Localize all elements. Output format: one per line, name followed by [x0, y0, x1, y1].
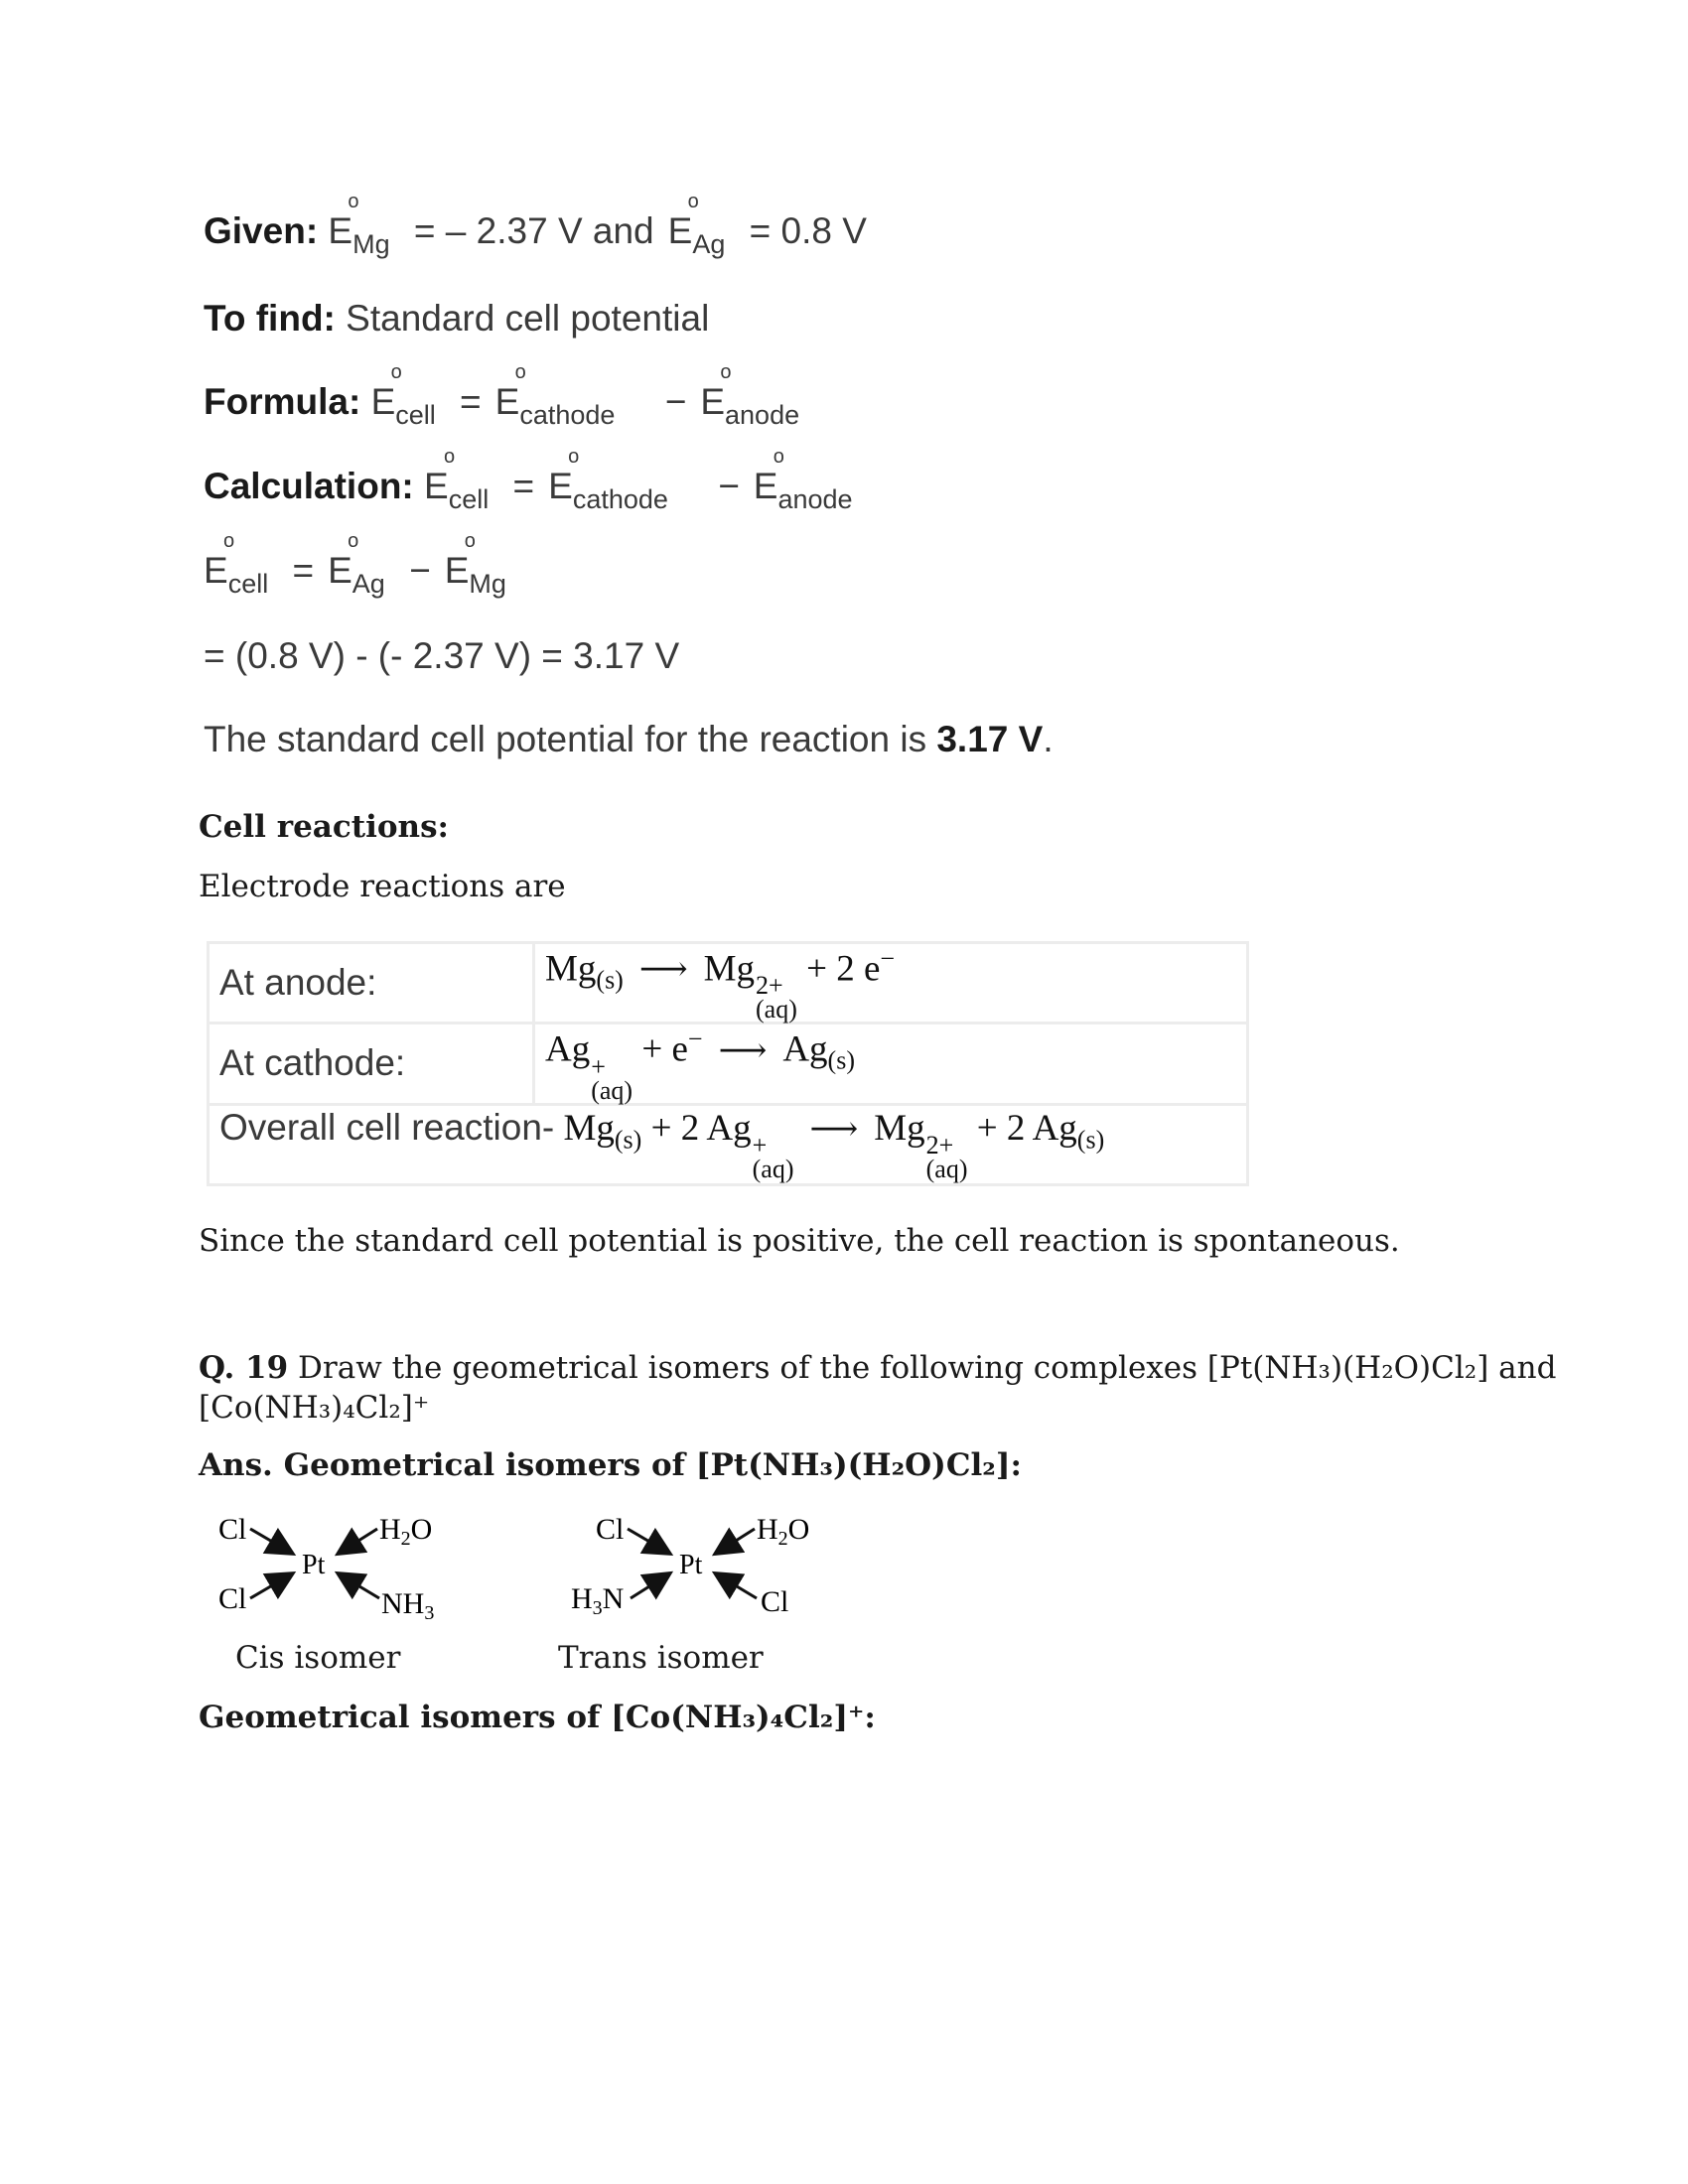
to-find-line	[204, 298, 709, 340]
result-line: = (0.8 V) - (- 2.37 V) = 3.17 V	[204, 635, 680, 676]
question-number: Q. 19	[199, 1350, 289, 1386]
given-ag-value: = 0.8 V	[749, 210, 867, 251]
answer-heading: Ans. Geometrical isomers of [Pt(NH₃)(H₂O)Cl₂]:	[199, 1447, 1022, 1483]
trans-isomer-structure	[571, 1513, 809, 1619]
given-label: Given:	[204, 210, 319, 251]
anode-label: At anode:	[209, 943, 534, 1024]
cathode-label: At cathode:	[209, 1024, 534, 1104]
e-mg: E o $_{Mg}$	[328, 191, 390, 259]
svg-text:H2O: $H_2O$	[379, 1513, 433, 1550]
spontaneous-text: Since the standard cell potential is positive, the cell reaction is spontaneous.	[199, 1223, 1400, 1259]
e-ag: E o $_{Ag}$	[667, 191, 726, 259]
anode-equation: $Mg_{(s)}$ ⟶ Mg 2+ (aq) + 2 e−	[534, 943, 1248, 1024]
svg-text:Pt: Pt	[302, 1550, 326, 1580]
reactions-table	[207, 941, 1249, 1186]
question-19-cont: [Co(NH₃)₄Cl₂]⁺	[199, 1390, 430, 1426]
to-find-text: Standard cell potential	[346, 298, 710, 339]
isomer-structures	[209, 1509, 854, 1628]
svg-text:H2O: $H_2O$	[757, 1513, 810, 1550]
formula-line: Formula: E o $_{cell}$ = E o $_{cathode}$ − E o $_{anode}$	[204, 361, 800, 430]
table-row	[209, 1024, 1248, 1104]
calculation-line: Calculation: E o $_{cell}$ = E o $_{cathode}$ − E o $_{anode}$	[204, 446, 853, 514]
given-mg-value: = – 2.37 V and	[413, 210, 654, 251]
table-row	[209, 943, 1248, 1024]
svg-text:NH3: $NH_3$	[381, 1587, 435, 1624]
overall-reaction: Overall cell reaction- $Mg_{(s)} + 2$ Ag + (aq) ⟶ Mg 2+ (aq) + 2 $Ag_{(s)}$	[209, 1104, 1248, 1184]
cell-reactions-heading: Cell reactions:	[199, 809, 449, 845]
formula-label: Formula:	[204, 381, 361, 422]
svg-text:Cl: Cl	[596, 1513, 625, 1546]
svg-text:Cl: Cl	[761, 1585, 789, 1618]
overall-label: Overall cell reaction-	[219, 1107, 555, 1149]
question-19	[199, 1350, 1556, 1386]
calculation-label: Calculation:	[204, 466, 414, 506]
table-row	[209, 1104, 1248, 1184]
conclusion-line: The standard cell potential for the reaction is 3.17 V.	[204, 719, 1054, 759]
electrode-intro: Electrode reactions are	[199, 869, 566, 904]
svg-text:Pt: Pt	[679, 1550, 703, 1580]
svg-text:Cl: Cl	[218, 1582, 247, 1615]
given-line	[204, 191, 881, 260]
cis-isomer-structure	[218, 1513, 434, 1624]
svg-text:H3N: $H_3N$	[571, 1582, 625, 1619]
result-value: 3.17 V	[936, 719, 1044, 759]
svg-text:Cl: Cl	[218, 1513, 247, 1546]
co-isomers-heading: Geometrical isomers of [Co(NH₃)₄Cl₂]⁺:	[199, 1700, 876, 1735]
calc-substitution-line: E o $_{cell}$ = E o $_{Ag}$ − E o $_{Mg}$	[204, 530, 506, 599]
cis-isomer-label: Cis isomer	[235, 1640, 401, 1676]
cathode-equation: Ag + (aq) + e− ⟶ $Ag_{(s)}$	[534, 1024, 1248, 1104]
to-find-label: To find:	[204, 298, 336, 339]
trans-isomer-label: Trans isomer	[558, 1640, 764, 1676]
question-text: Draw the geometrical isomers of the following complexes [Pt(NH₃)(H₂O)Cl₂] and	[298, 1350, 1557, 1386]
